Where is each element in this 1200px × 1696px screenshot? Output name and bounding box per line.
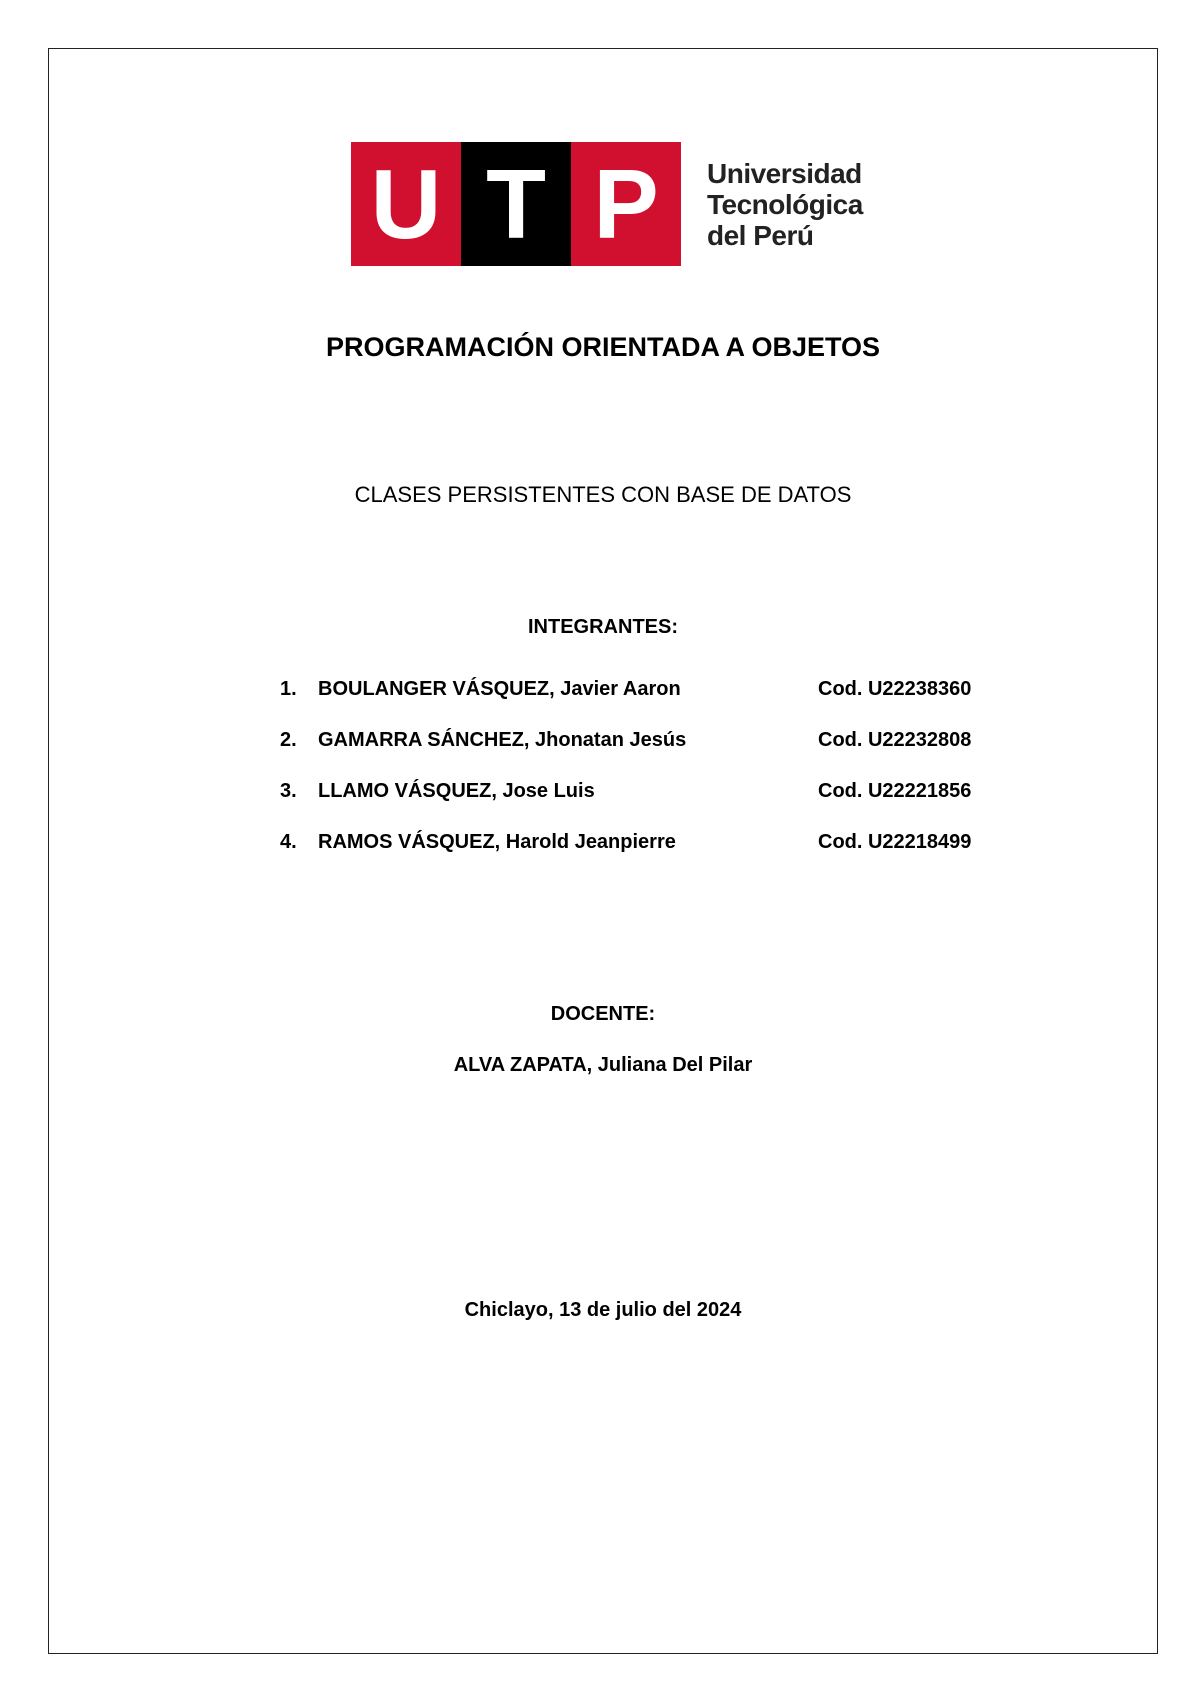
member-name: LLAMO VÁSQUEZ, Jose Luis: [318, 780, 595, 802]
member-number: 1.: [280, 678, 297, 700]
list-item: [280, 678, 1000, 729]
logo-letter-p: P: [571, 142, 681, 266]
logo-text-line: Universidad: [707, 157, 862, 189]
logo-text-line: del Perú: [707, 219, 814, 251]
logo-letter-t: T: [461, 142, 571, 266]
member-name: GAMARRA SÁNCHEZ, Jhonatan Jesús: [318, 729, 687, 751]
member-number: 4.: [280, 831, 297, 853]
member-number: 3.: [280, 780, 297, 802]
teacher-name: ALVA ZAPATA, Juliana Del Pilar: [453, 1054, 753, 1076]
member-name: BOULANGER VÁSQUEZ, Javier Aaron: [318, 678, 681, 700]
date-line: Chiclayo, 13 de julio del 2024: [464, 1299, 742, 1321]
utp-logo: [351, 142, 863, 266]
logo-university-name: [707, 142, 863, 266]
member-code: Cod. U22232808: [818, 729, 972, 751]
course-title: PROGRAMACIÓN ORIENTADA A OBJETOS: [325, 332, 881, 362]
members-list: [280, 678, 1000, 882]
member-code: Cod. U22218499: [818, 831, 972, 853]
members-label: INTEGRANTES:: [528, 616, 678, 638]
member-name: RAMOS VÁSQUEZ, Harold Jeanpierre: [318, 831, 676, 853]
logo-text-line: Tecnológica: [707, 188, 863, 220]
member-number: 2.: [280, 729, 297, 751]
member-code: Cod. U22221856: [818, 780, 972, 802]
list-item: [280, 780, 1000, 831]
logo-letter-u: U: [351, 142, 461, 266]
list-item: [280, 831, 1000, 882]
topic-title: CLASES PERSISTENTES CON BASE DE DATOS: [354, 482, 852, 507]
teacher-label: DOCENTE:: [550, 1003, 656, 1025]
list-item: [280, 729, 1000, 780]
member-code: Cod. U22238360: [818, 678, 972, 700]
